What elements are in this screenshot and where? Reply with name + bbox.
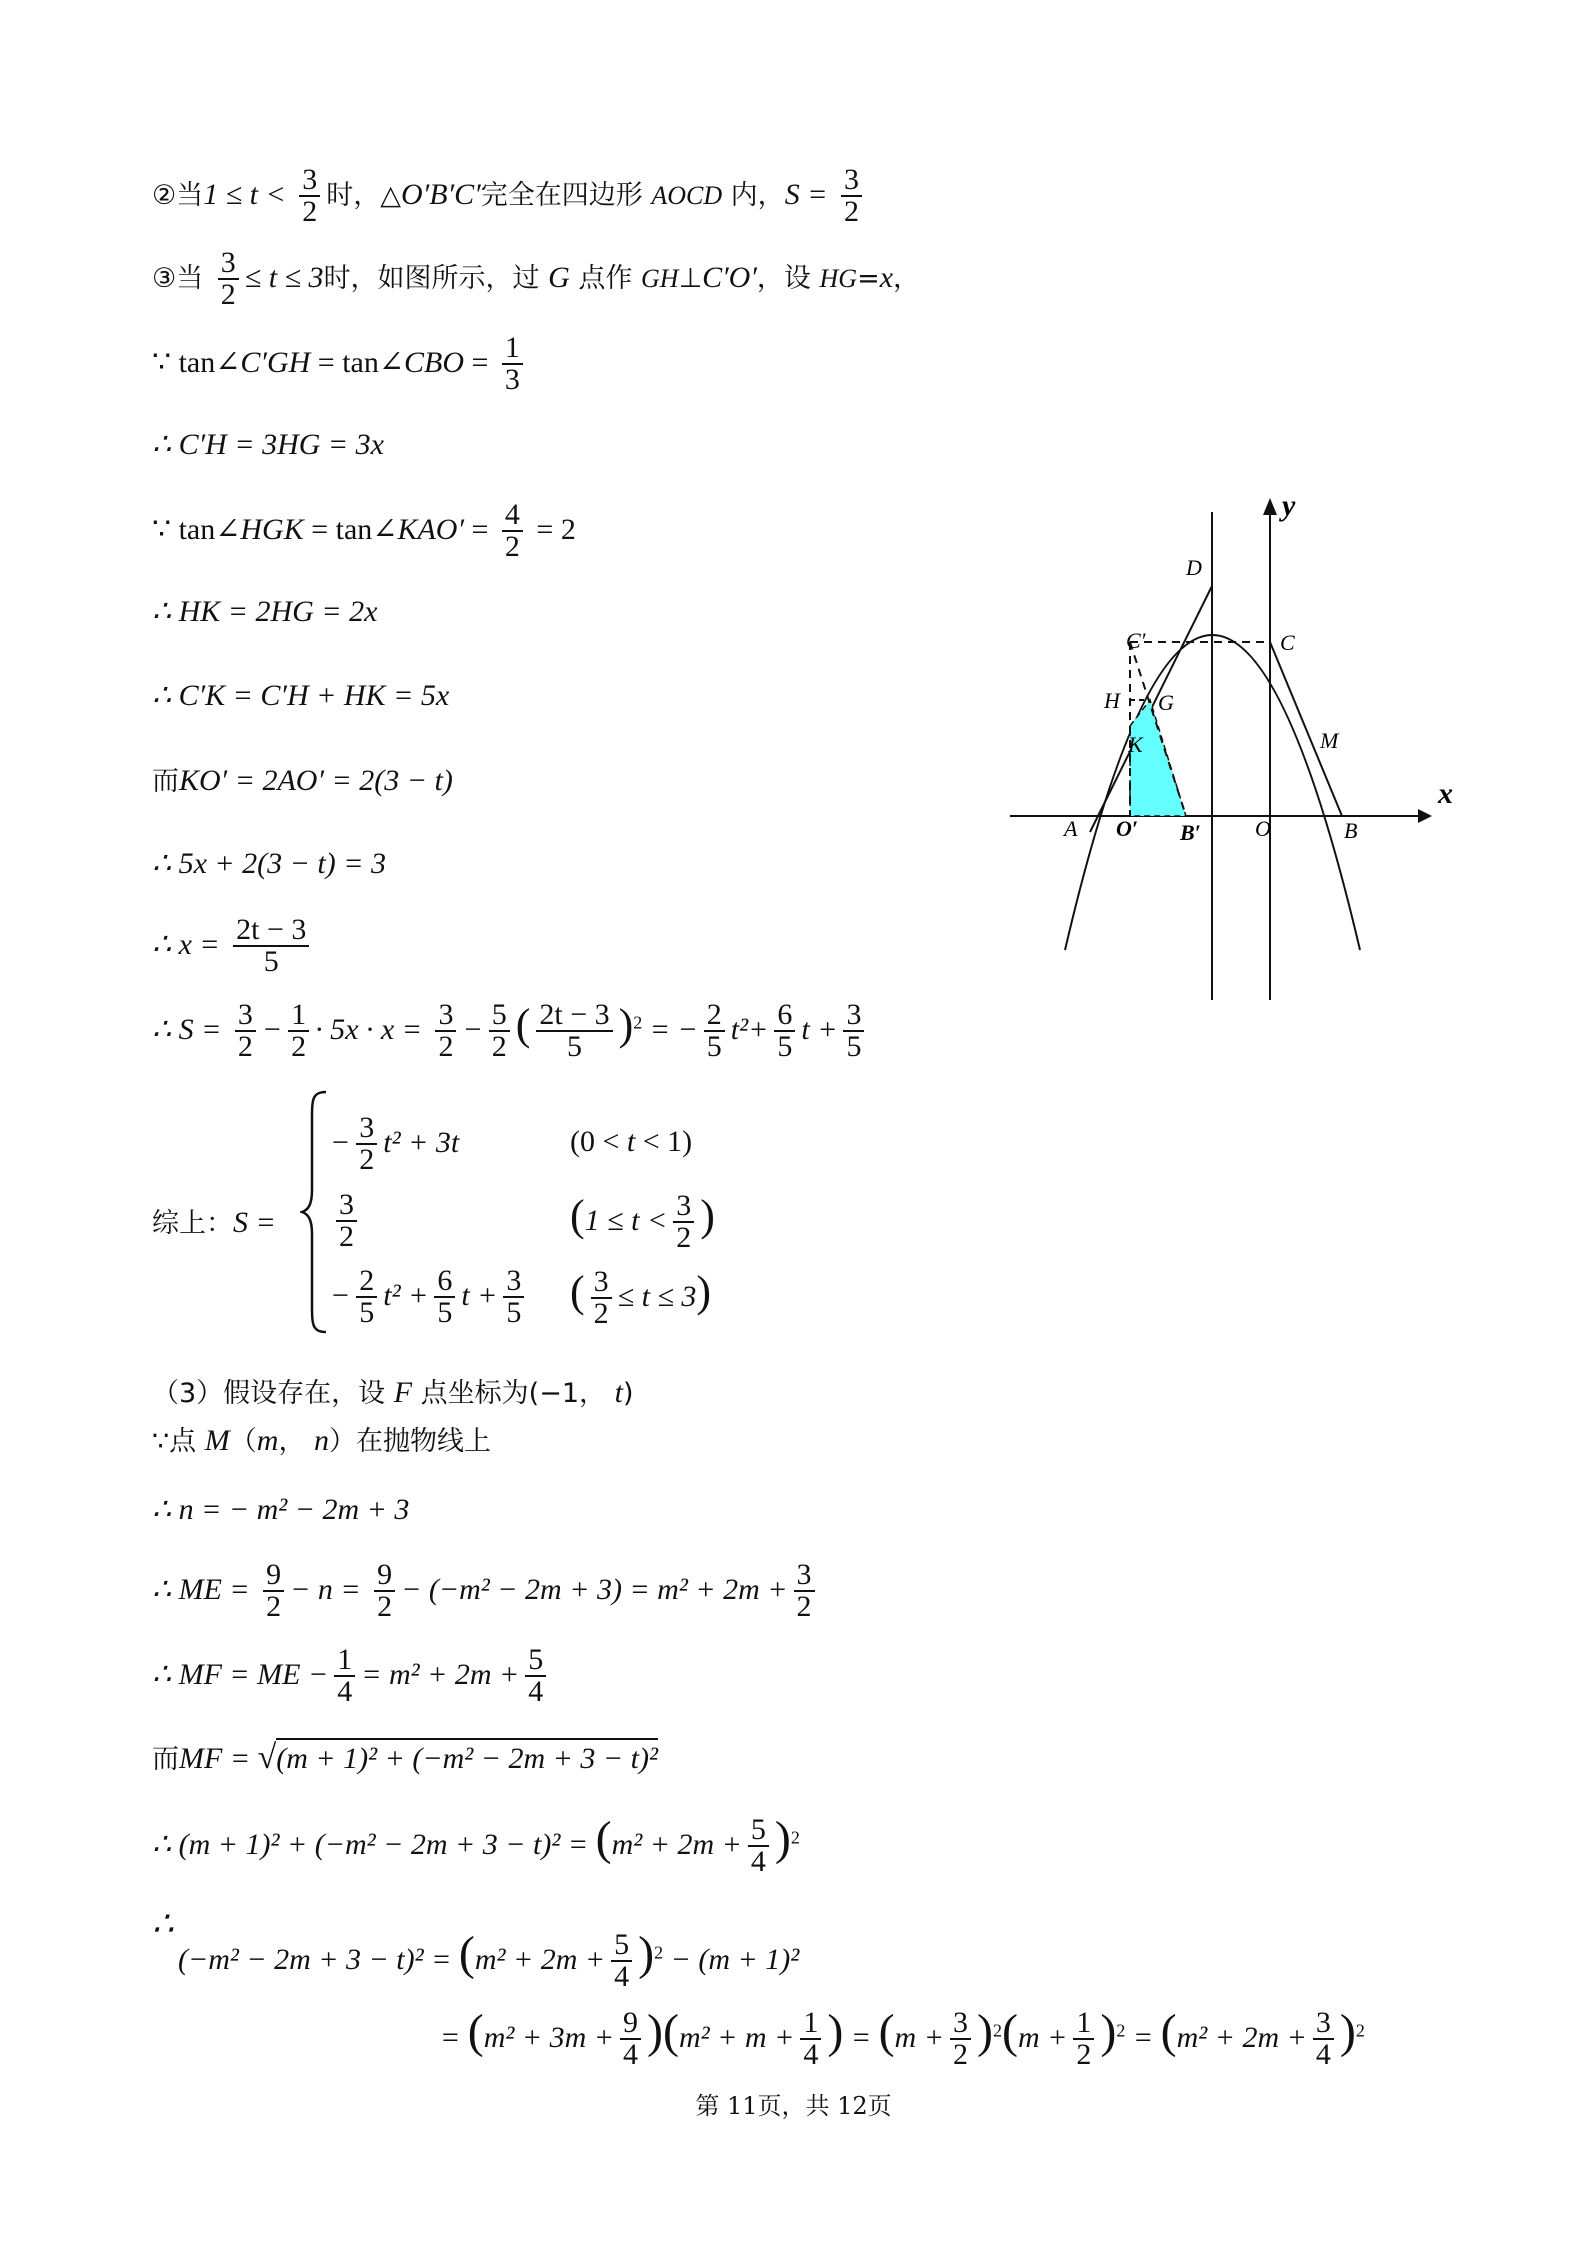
label-x: x [1438, 777, 1453, 810]
line-tan-hgk: ∵ tan∠HGK = tan∠KAO′ = $\frac{4}{2}$ = 2 [152, 498, 576, 563]
label-g: G [1158, 690, 1174, 715]
line-point-m: ∵点 M（m， n）在抛物线上 [152, 1424, 492, 1457]
x-axis-arrow [1418, 809, 1432, 823]
line-ko: 而KO′ = 2AO′ = 2(3 − t) [152, 764, 453, 797]
line-case-3: ③当 $\frac{3}{2}$ ≤ t ≤ 3时，如图所示，过 G 点作 GH⊥C′O′，设 HG=x， [152, 246, 921, 311]
case-1-expression: − $\frac{3}{2}$ t² + 3t [330, 1111, 460, 1176]
label-c-prime: C′ [1126, 628, 1146, 653]
line-ck: ∴ C′K = C′H + HK = 5x [152, 679, 450, 712]
line-s-formula: ∴ S = $\frac{3}{2}$ − $\frac{1}{2}$ · 5x · x = $\frac{3}{2}$ − $\frac{5}{2}$ ( $\frac{2t - 3}{5}$ )$^2$ = − $\frac{2}{5}$ t²+ $\frac{6}{5}$ t + $\frac{3}{5}$ [152, 1000, 870, 1062]
case-3-condition: ( $\frac{3}{2}$ ≤ t ≤ 3) [570, 1265, 712, 1330]
label-o: O [1255, 816, 1271, 841]
label-b: B [1344, 818, 1358, 843]
label-h: H [1104, 688, 1120, 713]
label-m: M [1320, 728, 1339, 753]
line-me: ∴ ME = $\frac{9}{2}$ − n = $\frac{9}{2}$ − (−m² − 2m + 3) = m² + 2m + $\frac{3}{2}$ [152, 1560, 821, 1622]
line-mf-distance: 而MF = √(m + 1)² + (−m² − 2m + 3 − t)² [152, 1739, 658, 1776]
line-hk: ∴ HK = 2HG = 2x [152, 595, 378, 628]
label-a: A [1064, 816, 1078, 841]
page-footer: 第 11页，共 12页 [695, 2092, 892, 2120]
line-mf: ∴ MF = ME − $\frac{1}{4}$ = m² + 2m + $\frac{5}{4}$ [152, 1645, 552, 1707]
left-brace [300, 1090, 330, 1335]
label-o-prime: O′ [1116, 816, 1139, 841]
line-ch: ∴ C′H = 3HG = 3x [152, 428, 384, 461]
label-d: D [1186, 555, 1202, 580]
label-b-prime: B′ [1180, 820, 1201, 845]
case-2-expression: $\frac{3}{2}$ [330, 1190, 363, 1252]
line-x-solution: ∴ x = $\frac{2t - 3}{5}$ [152, 915, 315, 977]
shaded-triangle [1130, 700, 1186, 816]
line-case-2: ②当1 ≤ t < $\frac{3}{2}$ 时，△O′B′C′完全在四边形 AOCD 内，S = $\frac{3}{2}$ [152, 165, 868, 227]
case-3-expression: − $\frac{2}{5}$ t² + $\frac{6}{5}$ t + $\frac{3}{5}$ [330, 1266, 530, 1328]
line-part-3: （3）假设存在，设 F 点坐标为(−1， t) [152, 1376, 634, 1409]
therefore-symbol: ∴ [152, 1906, 174, 1943]
label-c: C [1280, 630, 1295, 655]
y-axis-arrow [1263, 498, 1277, 515]
line-n-expression: ∴ n = − m² − 2m + 3 [152, 1493, 410, 1526]
line-squared-equation: ∴ (m + 1)² + (−m² − 2m + 3 − t)² = (m² + 2m + $\frac{5}{4}$ )$^2$ [152, 1812, 800, 1878]
line-factorization: = (m² + 3m + $\frac{9}{4}$ )(m² + m + $\frac{1}{4}$ ) = (m + $\frac{3}{2}$ )$^2$(m + $\frac{1}{2}$ )$^2$ = (m² + 2m + $\frac{3}{4}$ )$^2$ [440, 2005, 1365, 2071]
label-k: K [1128, 732, 1143, 757]
line-tan-cgh: ∵ tan∠C′GH = tan∠CBO = $\frac{1}{3}$ [152, 333, 529, 395]
line-equation: ∴ 5x + 2(3 − t) = 3 [152, 847, 386, 880]
parabola-figure [1000, 490, 1460, 1010]
line-expansion: (−m² − 2m + 3 − t)² = (m² + 2m + $\frac{5}{4}$ )$^2$ − (m + 1)² [178, 1927, 800, 1993]
case-1-condition: (0 < t < 1) [570, 1125, 693, 1158]
case-2-condition: (1 ≤ t < $\frac{3}{2}$ ) [570, 1189, 715, 1254]
summary-label: 综上：S = [152, 1206, 276, 1239]
label-y: y [1282, 490, 1296, 522]
